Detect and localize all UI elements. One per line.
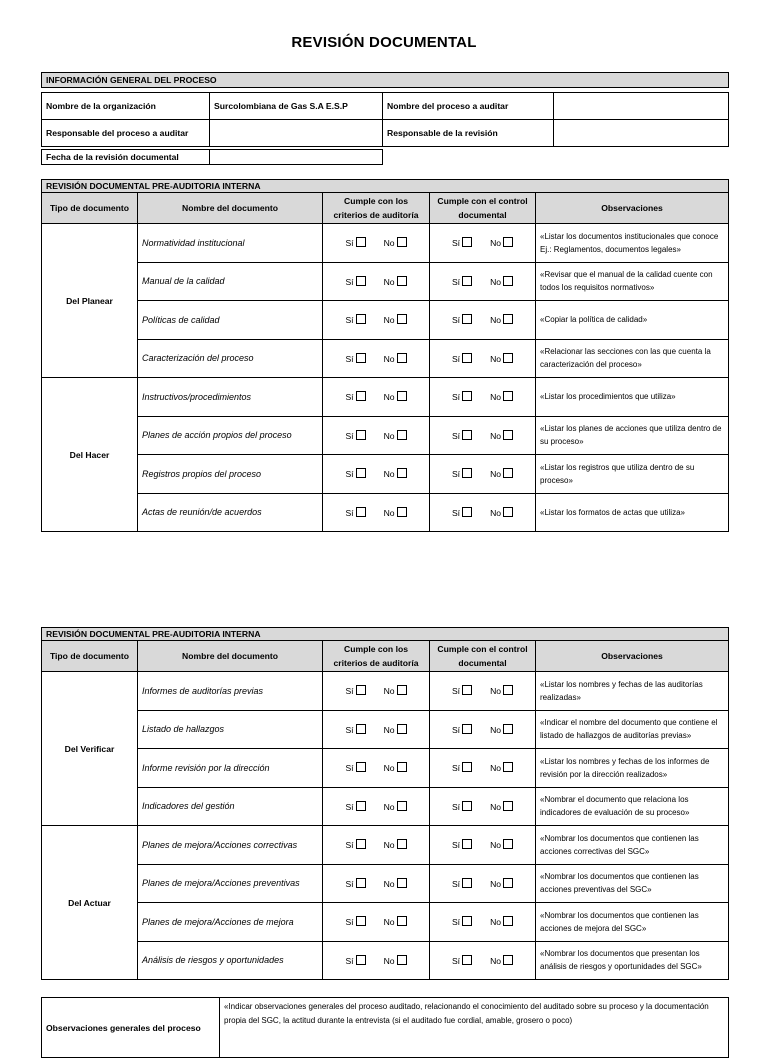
no-checkbox[interactable] bbox=[397, 724, 407, 734]
control-checks bbox=[430, 262, 536, 301]
no-label: No bbox=[490, 724, 502, 735]
no-label: No bbox=[383, 430, 395, 441]
table-row bbox=[42, 224, 729, 263]
si-label: Sí bbox=[345, 955, 354, 966]
table-row bbox=[42, 903, 729, 942]
no-label: No bbox=[383, 801, 395, 812]
observation-text[interactable]: «Copiar la política de calidad» bbox=[536, 301, 729, 340]
table-row bbox=[42, 493, 729, 532]
no-label: No bbox=[383, 724, 395, 735]
org-label: Nombre de la organización bbox=[42, 93, 210, 120]
no-label: No bbox=[383, 840, 395, 851]
si-label: Sí bbox=[345, 392, 354, 403]
no-checkbox[interactable] bbox=[397, 430, 407, 440]
si-label: Sí bbox=[451, 430, 461, 441]
control-checks bbox=[430, 903, 536, 942]
no-checkbox[interactable] bbox=[503, 839, 513, 849]
si-label: Sí bbox=[345, 238, 354, 249]
no-label: No bbox=[383, 315, 395, 326]
no-label: No bbox=[383, 917, 395, 928]
general-info-table bbox=[41, 72, 729, 147]
table-row bbox=[42, 941, 729, 980]
no-label: No bbox=[383, 469, 395, 480]
si-checkbox[interactable] bbox=[356, 391, 366, 401]
no-checkbox[interactable] bbox=[503, 762, 513, 772]
si-label: Sí bbox=[451, 315, 461, 326]
org-value[interactable]: Surcolombiana de Gas S.A E.S.P bbox=[210, 93, 383, 120]
criterios-checks bbox=[323, 339, 430, 378]
observation-text[interactable]: «Nombrar el documento que relaciona los indicadores de evaluación de su proceso» bbox=[536, 787, 729, 826]
control-checks bbox=[430, 749, 536, 788]
process-value[interactable] bbox=[554, 93, 729, 120]
si-label: Sí bbox=[451, 840, 461, 851]
no-label: No bbox=[490, 507, 502, 518]
si-label: Sí bbox=[451, 878, 461, 889]
si-checkbox[interactable] bbox=[356, 839, 366, 849]
document-name: Listado de hallazgos bbox=[138, 710, 323, 749]
si-label: Sí bbox=[451, 917, 461, 928]
si-label: Sí bbox=[345, 315, 354, 326]
no-checkbox[interactable] bbox=[397, 276, 407, 286]
resp-review-value[interactable] bbox=[554, 120, 729, 147]
resp-review-label: Responsable de la revisión bbox=[383, 120, 554, 147]
si-label: Sí bbox=[451, 686, 461, 697]
si-label: Sí bbox=[451, 724, 461, 735]
criterios-checks bbox=[323, 224, 430, 263]
no-label: No bbox=[490, 686, 502, 697]
observation-text[interactable]: «Nombrar los documentos que contienen las acciones preventivas del SGC» bbox=[536, 864, 729, 903]
si-label: Sí bbox=[451, 955, 461, 966]
si-label: Sí bbox=[345, 878, 354, 889]
no-label: No bbox=[490, 840, 502, 851]
section-header: REVISIÓN DOCUMENTAL PRE-AUDITORIA INTERNA bbox=[42, 180, 729, 193]
control-checks bbox=[430, 378, 536, 417]
si-checkbox[interactable] bbox=[356, 685, 366, 695]
col-header-criterios: Cumple con los criterios de auditoría bbox=[323, 193, 430, 224]
observation-text[interactable]: «Indicar el nombre del documento que contiene el listado de hallazgos de auditorías previas» bbox=[536, 710, 729, 749]
criterios-checks bbox=[323, 301, 430, 340]
no-checkbox[interactable] bbox=[503, 916, 513, 926]
no-checkbox[interactable] bbox=[503, 507, 513, 517]
si-checkbox[interactable] bbox=[462, 237, 472, 247]
si-checkbox[interactable] bbox=[462, 955, 472, 965]
si-label: Sí bbox=[345, 686, 354, 697]
no-label: No bbox=[490, 763, 502, 774]
no-label: No bbox=[383, 763, 395, 774]
si-label: Sí bbox=[451, 276, 461, 287]
si-checkbox[interactable] bbox=[462, 353, 472, 363]
control-checks bbox=[430, 301, 536, 340]
control-checks bbox=[430, 672, 536, 711]
col-header-control: Cumple con el control documental bbox=[430, 641, 536, 672]
si-checkbox[interactable] bbox=[356, 507, 366, 517]
no-label: No bbox=[383, 507, 395, 518]
table-row bbox=[42, 787, 729, 826]
si-label: Sí bbox=[345, 724, 354, 735]
no-checkbox[interactable] bbox=[503, 353, 513, 363]
si-checkbox[interactable] bbox=[462, 685, 472, 695]
no-label: No bbox=[383, 955, 395, 966]
si-checkbox[interactable] bbox=[462, 916, 472, 926]
table-row bbox=[42, 749, 729, 788]
si-checkbox[interactable] bbox=[356, 353, 366, 363]
criterios-checks bbox=[323, 710, 430, 749]
criterios-checks bbox=[323, 826, 430, 865]
observation-text[interactable]: «Listar los nombres y fechas de las auditorías realizadas» bbox=[536, 672, 729, 711]
control-checks bbox=[430, 339, 536, 378]
no-label: No bbox=[490, 276, 502, 287]
criterios-checks bbox=[323, 864, 430, 903]
table-row bbox=[42, 455, 729, 494]
no-label: No bbox=[490, 353, 502, 364]
no-checkbox[interactable] bbox=[503, 724, 513, 734]
table-row bbox=[42, 339, 729, 378]
si-checkbox[interactable] bbox=[356, 801, 366, 811]
control-checks bbox=[430, 493, 536, 532]
col-header-obs: Observaciones bbox=[536, 193, 729, 224]
table-row bbox=[42, 301, 729, 340]
table-row bbox=[42, 378, 729, 417]
resp-process-label: Responsable del proceso a auditar bbox=[42, 120, 210, 147]
section-header: REVISIÓN DOCUMENTAL PRE-AUDITORIA INTERNA bbox=[42, 628, 729, 641]
no-checkbox[interactable] bbox=[397, 801, 407, 811]
no-checkbox[interactable] bbox=[397, 237, 407, 247]
control-checks bbox=[430, 826, 536, 865]
si-label: Sí bbox=[345, 840, 354, 851]
date-label: Fecha de la revisión documental bbox=[42, 150, 210, 165]
general-obs-label: Observaciones generales del proceso bbox=[42, 998, 220, 1058]
no-checkbox[interactable] bbox=[503, 801, 513, 811]
si-label: Sí bbox=[451, 507, 461, 518]
document-name: Políticas de calidad bbox=[138, 301, 323, 340]
document-name: Planes de mejora/Acciones preventivas bbox=[138, 864, 323, 903]
table-row bbox=[42, 864, 729, 903]
si-label: Sí bbox=[451, 763, 461, 774]
si-label: Sí bbox=[345, 801, 354, 812]
document-name: Informe revisión por la dirección bbox=[138, 749, 323, 788]
criterios-checks bbox=[323, 941, 430, 980]
si-label: Sí bbox=[345, 430, 354, 441]
no-label: No bbox=[490, 430, 502, 441]
no-checkbox[interactable] bbox=[503, 237, 513, 247]
table-row bbox=[42, 710, 729, 749]
no-label: No bbox=[490, 392, 502, 403]
criterios-checks bbox=[323, 749, 430, 788]
date-table bbox=[41, 149, 383, 165]
si-checkbox[interactable] bbox=[356, 724, 366, 734]
si-label: Sí bbox=[451, 469, 461, 480]
si-label: Sí bbox=[345, 917, 354, 928]
document-name: Registros propios del proceso bbox=[138, 455, 323, 494]
no-checkbox[interactable] bbox=[397, 507, 407, 517]
col-header-criterios: Cumple con los criterios de auditoría bbox=[323, 641, 430, 672]
general-info-header: INFORMACIÓN GENERAL DEL PROCESO bbox=[42, 73, 729, 88]
general-obs-table bbox=[41, 997, 729, 1058]
criterios-checks bbox=[323, 672, 430, 711]
no-label: No bbox=[383, 686, 395, 697]
document-name: Informes de auditorías previas bbox=[138, 672, 323, 711]
no-label: No bbox=[490, 801, 502, 812]
document-name: Análisis de riesgos y oportunidades bbox=[138, 941, 323, 980]
col-header-nombre: Nombre del documento bbox=[138, 641, 323, 672]
criterios-checks bbox=[323, 262, 430, 301]
si-checkbox[interactable] bbox=[356, 430, 366, 440]
no-label: No bbox=[490, 238, 502, 249]
observation-text[interactable]: «Nombrar los documentos que presentan los análisis de riesgos y oportunidades del SGC» bbox=[536, 941, 729, 980]
observation-text[interactable]: «Listar los planes de acciones que utiliza dentro de su proceso» bbox=[536, 416, 729, 455]
observation-text[interactable]: «Listar los documentos institucionales que conoce Ej.: Reglamentos, documentos legales» bbox=[536, 224, 729, 263]
no-checkbox[interactable] bbox=[503, 955, 513, 965]
si-label: Sí bbox=[451, 392, 461, 403]
no-label: No bbox=[383, 392, 395, 403]
si-label: Sí bbox=[451, 238, 461, 249]
control-checks bbox=[430, 710, 536, 749]
si-checkbox[interactable] bbox=[356, 916, 366, 926]
observation-text[interactable]: «Relacionar las secciones con las que cuenta la caracterización del proceso» bbox=[536, 339, 729, 378]
control-checks bbox=[430, 941, 536, 980]
no-checkbox[interactable] bbox=[503, 430, 513, 440]
col-header-tipo: Tipo de documento bbox=[42, 193, 138, 224]
si-checkbox[interactable] bbox=[356, 276, 366, 286]
no-checkbox[interactable] bbox=[397, 839, 407, 849]
control-checks bbox=[430, 455, 536, 494]
group-label: Del Planear bbox=[42, 224, 138, 378]
no-checkbox[interactable] bbox=[503, 468, 513, 478]
no-checkbox[interactable] bbox=[397, 955, 407, 965]
document-name: Indicadores del gestión bbox=[138, 787, 323, 826]
document-name: Planes de acción propios del proceso bbox=[138, 416, 323, 455]
col-header-nombre: Nombre del documento bbox=[138, 193, 323, 224]
si-checkbox[interactable] bbox=[462, 724, 472, 734]
no-label: No bbox=[383, 276, 395, 287]
process-label: Nombre del proceso a auditar bbox=[383, 93, 554, 120]
criterios-checks bbox=[323, 787, 430, 826]
no-label: No bbox=[490, 315, 502, 326]
criterios-checks bbox=[323, 416, 430, 455]
no-checkbox[interactable] bbox=[397, 685, 407, 695]
col-header-obs: Observaciones bbox=[536, 641, 729, 672]
no-label: No bbox=[383, 878, 395, 889]
si-checkbox[interactable] bbox=[356, 955, 366, 965]
observation-text[interactable]: «Revisar que el manual de la calidad cuente con todos los requisitos normativos» bbox=[536, 262, 729, 301]
si-checkbox[interactable] bbox=[462, 430, 472, 440]
si-checkbox[interactable] bbox=[356, 468, 366, 478]
control-checks bbox=[430, 416, 536, 455]
table-row bbox=[42, 416, 729, 455]
si-checkbox[interactable] bbox=[462, 878, 472, 888]
document-name: Planes de mejora/Acciones correctivas bbox=[138, 826, 323, 865]
si-checkbox[interactable] bbox=[462, 507, 472, 517]
col-header-tipo: Tipo de documento bbox=[42, 641, 138, 672]
no-checkbox[interactable] bbox=[397, 391, 407, 401]
review-table bbox=[41, 179, 729, 532]
document-name: Normatividad institucional bbox=[138, 224, 323, 263]
document-name: Manual de la calidad bbox=[138, 262, 323, 301]
review-table bbox=[41, 627, 729, 980]
col-header-control: Cumple con el control documental bbox=[430, 193, 536, 224]
si-checkbox[interactable] bbox=[462, 276, 472, 286]
no-checkbox[interactable] bbox=[397, 762, 407, 772]
no-label: No bbox=[383, 238, 395, 249]
si-checkbox[interactable] bbox=[462, 468, 472, 478]
table-row bbox=[42, 826, 729, 865]
date-value[interactable] bbox=[210, 150, 383, 165]
si-checkbox[interactable] bbox=[462, 839, 472, 849]
si-label: Sí bbox=[345, 469, 354, 480]
observation-text[interactable]: «Listar los registros que utiliza dentro de su proceso» bbox=[536, 455, 729, 494]
si-label: Sí bbox=[451, 353, 461, 364]
observation-text[interactable]: «Listar los procedimientos que utiliza» bbox=[536, 378, 729, 417]
page-title: REVISIÓN DOCUMENTAL bbox=[291, 34, 477, 51]
table-row bbox=[42, 672, 729, 711]
control-checks bbox=[430, 224, 536, 263]
no-label: No bbox=[490, 469, 502, 480]
table-row bbox=[42, 262, 729, 301]
criterios-checks bbox=[323, 493, 430, 532]
no-checkbox[interactable] bbox=[397, 468, 407, 478]
control-checks bbox=[430, 787, 536, 826]
si-checkbox[interactable] bbox=[462, 801, 472, 811]
no-checkbox[interactable] bbox=[503, 685, 513, 695]
no-checkbox[interactable] bbox=[503, 391, 513, 401]
group-label: Del Verificar bbox=[42, 672, 138, 826]
si-checkbox[interactable] bbox=[462, 314, 472, 324]
si-checkbox[interactable] bbox=[356, 878, 366, 888]
no-checkbox[interactable] bbox=[503, 276, 513, 286]
control-checks bbox=[430, 864, 536, 903]
observation-text[interactable]: «Listar los formatos de actas que utiliza» bbox=[536, 493, 729, 532]
group-label: Del Hacer bbox=[42, 378, 138, 532]
criterios-checks bbox=[323, 455, 430, 494]
no-checkbox[interactable] bbox=[397, 916, 407, 926]
group-label: Del Actuar bbox=[42, 826, 138, 980]
no-checkbox[interactable] bbox=[503, 314, 513, 324]
si-label: Sí bbox=[345, 763, 354, 774]
document-name: Planes de mejora/Acciones de mejora bbox=[138, 903, 323, 942]
no-label: No bbox=[490, 878, 502, 889]
si-checkbox[interactable] bbox=[462, 391, 472, 401]
no-label: No bbox=[383, 353, 395, 364]
observation-text[interactable]: «Listar los nombres y fechas de los informes de revisión por la dirección realizados» bbox=[536, 749, 729, 788]
no-checkbox[interactable] bbox=[503, 878, 513, 888]
no-checkbox[interactable] bbox=[397, 878, 407, 888]
si-label: Sí bbox=[345, 276, 354, 287]
observation-text[interactable]: «Nombrar los documentos que contienen las acciones correctivas del SGC» bbox=[536, 826, 729, 865]
observation-text[interactable]: «Nombrar los documentos que contienen las acciones de mejora del SGC» bbox=[536, 903, 729, 942]
document-name: Actas de reunión/de acuerdos bbox=[138, 493, 323, 532]
si-checkbox[interactable] bbox=[462, 762, 472, 772]
no-label: No bbox=[490, 955, 502, 966]
si-checkbox[interactable] bbox=[356, 314, 366, 324]
resp-process-value[interactable] bbox=[210, 120, 383, 147]
si-checkbox[interactable] bbox=[356, 762, 366, 772]
criterios-checks bbox=[323, 378, 430, 417]
no-label: No bbox=[490, 917, 502, 928]
criterios-checks bbox=[323, 903, 430, 942]
no-checkbox[interactable] bbox=[397, 353, 407, 363]
si-checkbox[interactable] bbox=[356, 237, 366, 247]
document-name: Instructivos/procedimientos bbox=[138, 378, 323, 417]
si-label: Sí bbox=[451, 801, 461, 812]
document-name: Caracterización del proceso bbox=[138, 339, 323, 378]
si-label: Sí bbox=[345, 507, 354, 518]
no-checkbox[interactable] bbox=[397, 314, 407, 324]
general-obs-text[interactable]: «Indicar observaciones generales del proceso auditado, relacionando el conocimiento del auditado sobre su proceso y la documentación propia del SGC, la actitud durante la entrevista (si el auditado fue cordial, amable, grosero o poco) bbox=[220, 998, 729, 1058]
si-label: Sí bbox=[345, 353, 354, 364]
